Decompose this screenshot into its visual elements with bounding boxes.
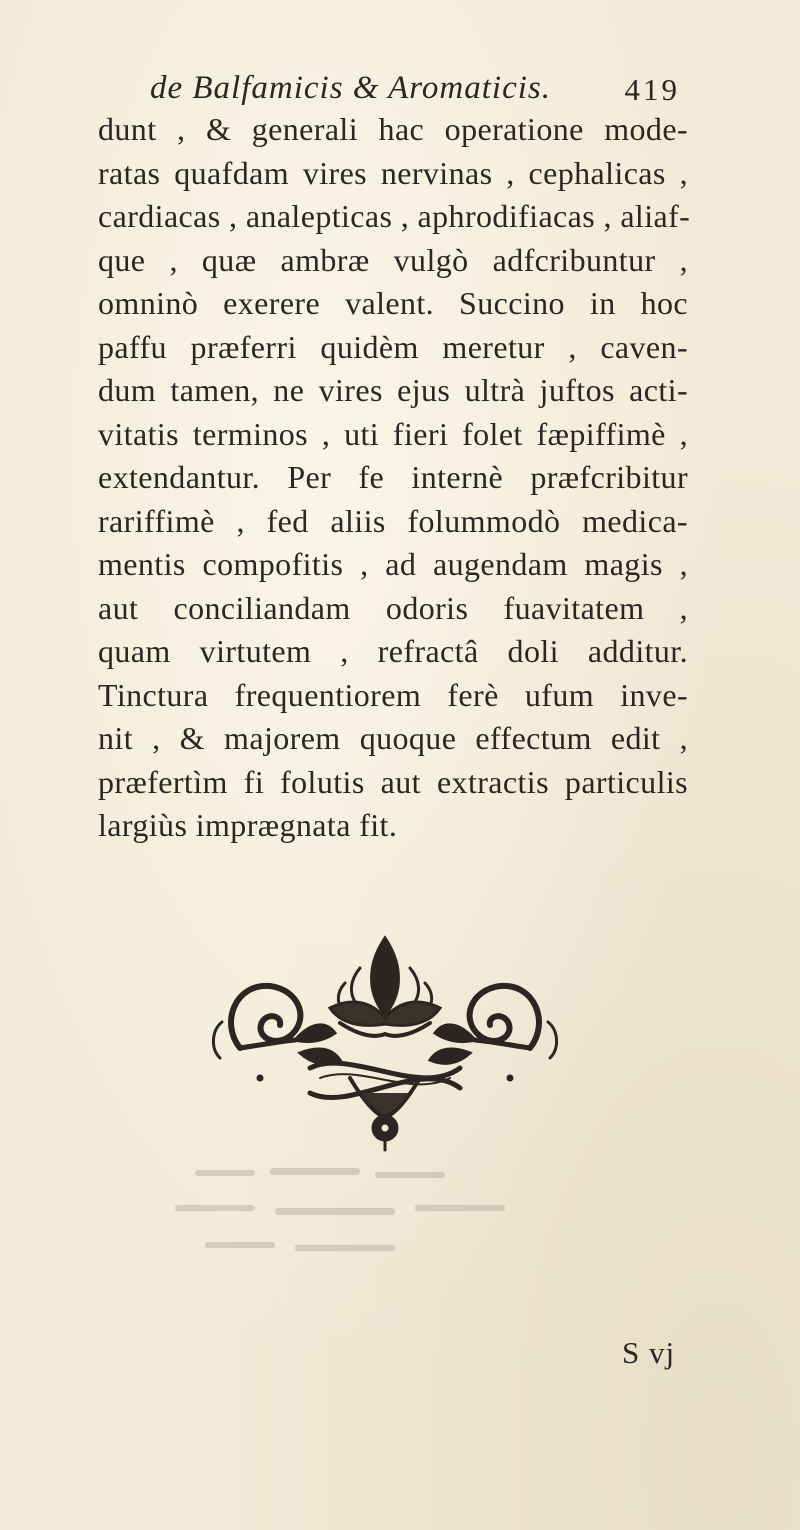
text-line: extendantur. Per fe internè præfcribitur: [98, 459, 688, 495]
page-number: 419: [624, 72, 680, 107]
text-line: aut conciliandam odoris fuavitatem ,: [98, 589, 688, 626]
text-line: dum tamen, ne vires ejus ultrà juftos acti-: [98, 372, 688, 408]
text-line: cardiacas , analepticas , aphrodifiacas , aliaf-: [98, 198, 691, 234]
text-line-content: ratas quafdam vires nervinas , cephalicas ,: [98, 154, 688, 191]
text-line: largiùs imprægnata fit.: [98, 807, 398, 843]
text-line: mentis compofitis , ad augendam magis ,: [98, 546, 688, 582]
show-through-smudge: [175, 1150, 595, 1270]
signature-mark: S vj: [622, 1335, 676, 1370]
text-line: [98, 152, 688, 196]
floral-tailpiece-ornament-icon: [200, 928, 570, 1153]
text-line: quam virtutem , refractâ doli additur.: [98, 633, 688, 669]
text-line: præfertìm fi folutis aut extractis particulis: [98, 763, 688, 800]
text-line: rariffimè , fed aliis folummodò medica-: [98, 502, 688, 539]
text-line: que , quæ ambræ vulgò adfcribuntur ,: [98, 241, 688, 278]
text-line: dunt , & generali hac operatione mode-: [98, 111, 688, 147]
body-text: [98, 108, 691, 848]
running-title: de Balfamicis & Aromaticis.: [150, 70, 551, 106]
text-line: omninò exerere valent. Succino in hoc: [98, 285, 688, 321]
text-line: Tinctura frequentiorem ferè ufum inve-: [98, 676, 688, 713]
text-line: vitatis terminos , uti fieri folet fæpiffimè ,: [98, 415, 688, 452]
text-line: paffu præferri quidèm meretur , caven-: [98, 328, 688, 365]
running-head: [150, 70, 680, 110]
text-line: nit , & majorem quoque effectum edit ,: [98, 720, 688, 756]
